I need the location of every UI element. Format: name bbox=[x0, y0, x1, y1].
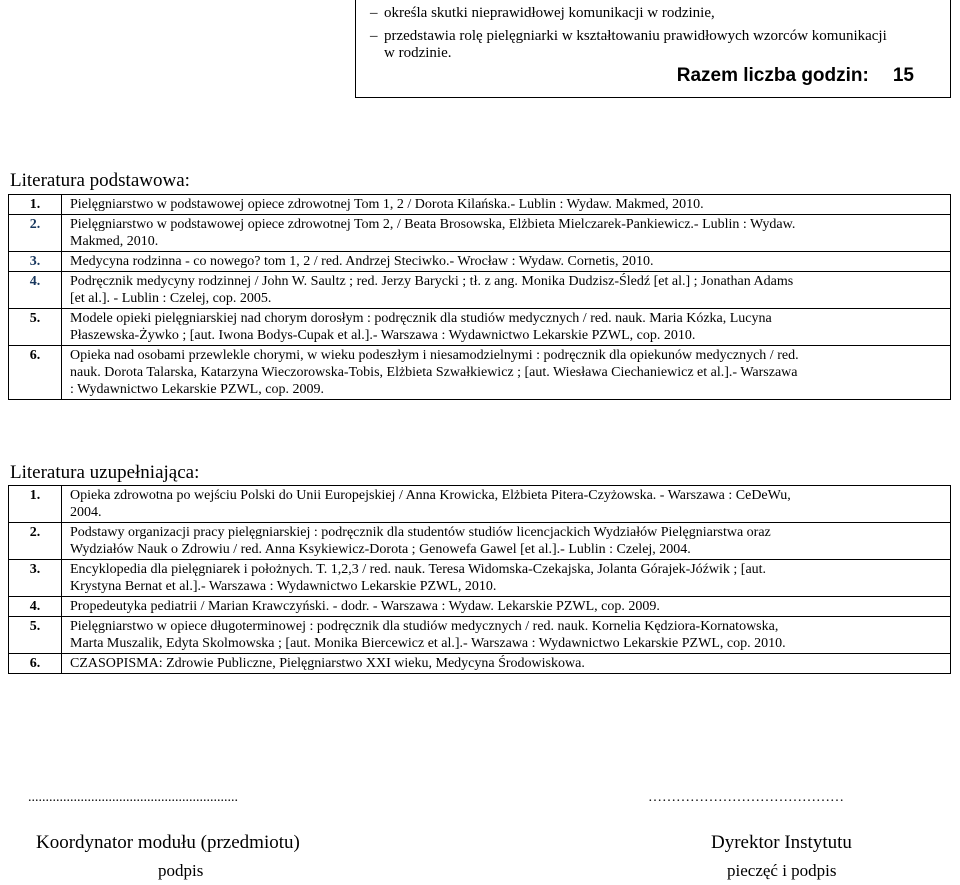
dash-bullet: – bbox=[370, 5, 378, 21]
item-citation bbox=[62, 523, 951, 560]
item-number: 1. bbox=[9, 195, 62, 215]
citation-line: Krystyna Bernat et al.].- Warszawa : Wydawnictwo Lekarskie PZWL, 2010. bbox=[70, 579, 497, 594]
citation-line: Płaszewska-Żywko ; [aut. Iwona Bodys-Cupak et al.].- Warszawa : Wydawnictwo Lekarskie PZWL, cop. 2010. bbox=[70, 328, 696, 343]
coordinator-signature-line: ............................................................ bbox=[28, 790, 238, 805]
learning-outcomes-cell bbox=[355, 0, 951, 98]
coordinator-title: Koordynator modułu (przedmiotu) bbox=[36, 832, 300, 853]
dash-bullet: – bbox=[370, 28, 378, 44]
item-number: 5. bbox=[9, 309, 62, 346]
citation-line: Pielęgniarstwo w podstawowej opiece zdrowotnej Tom 1, 2 / Dorota Kilańska.- Lublin : Wydaw. Makmed, 2010. bbox=[70, 197, 704, 212]
item-number: 4. bbox=[9, 597, 62, 617]
item-number: 5. bbox=[9, 617, 62, 654]
supplementary-literature-row bbox=[9, 523, 951, 560]
citation-line: Wydziałów Nauk o Zdrowiu / red. Anna Ksykiewicz-Dorota ; Genowefa Gawel [et al.].- Lublin : Czelej, 2004. bbox=[70, 542, 691, 557]
item-number: 2. bbox=[9, 215, 62, 252]
supplementary-literature-row bbox=[9, 597, 951, 617]
director-signature-line: …………………………………… bbox=[648, 790, 844, 805]
supplementary-literature-table bbox=[8, 485, 951, 674]
citation-line: Medycyna rodzinna - co nowego? tom 1, 2 / red. Andrzej Steciwko.- Wrocław : Wydaw. Cornetis, 2010. bbox=[70, 254, 654, 269]
total-hours bbox=[677, 67, 914, 84]
citation-line: Pielęgniarstwo w opiece długoterminowej : podręcznik dla studiów medycznych / red. nauk. Kornelia Kędziora-Kornatowska, bbox=[70, 619, 779, 634]
basic-literature-row bbox=[9, 346, 951, 400]
citation-line: Podstawy organizacji pracy pielęgniarskiej : podręcznik dla studentów studiów licencjackich Wydziałów Pielęgniarstwa oraz bbox=[70, 525, 771, 540]
item-number: 2. bbox=[9, 523, 62, 560]
basic-literature-table bbox=[8, 194, 951, 400]
item-citation bbox=[62, 215, 951, 252]
citation-line: Encyklopedia dla pielęgniarek i położnych. T. 1,2,3 / red. nauk. Teresa Widomska-Czekajska, Jolanta Górajek-Jóźwik ; [aut. bbox=[70, 562, 767, 577]
citation-line: nauk. Dorota Talarska, Katarzyna Wieczorowska-Tobis, Elżbieta Szwałkiewicz ; [aut. Wiesława Ciechaniewicz et al.].- Warszawa bbox=[70, 365, 798, 380]
citation-line: Opieka zdrowotna po wejściu Polski do Unii Europejskiej / Anna Krowicka, Elżbieta Pitera-Czyżowska. - Warszawa : CeDeWu, bbox=[70, 488, 791, 503]
item-number: 3. bbox=[9, 560, 62, 597]
citation-line: 2004. bbox=[70, 505, 102, 520]
citation-line: Pielęgniarstwo w podstawowej opiece zdrowotnej Tom 2, / Beata Brosowska, Elżbieta Mielczarek-Pankiewicz.- Lublin : Wydaw. bbox=[70, 217, 796, 232]
item-citation bbox=[62, 617, 951, 654]
citation-line: Podręcznik medycyny rodzinnej / John W. Saultz ; red. Jerzy Barycki ; tł. z ang. Monika Dudzisz-Śledź [et al.] ; Jonathan Adams bbox=[70, 274, 794, 289]
item-citation bbox=[62, 346, 951, 400]
citation-line: [et al.]. - Lublin : Czelej, cop. 2005. bbox=[70, 291, 272, 306]
outcome-item-continuation bbox=[384, 45, 451, 62]
citation-line: CZASOPISMA: Zdrowie Publiczne, Pielęgniarstwo XXI wieku, Medycyna Środowiskowa. bbox=[70, 656, 585, 671]
outcome-item bbox=[370, 28, 887, 45]
outcome-text: określa skutki nieprawidłowej komunikacji w rodzinie, bbox=[384, 5, 715, 21]
item-citation bbox=[62, 195, 951, 215]
citation-line: Marta Muszalik, Edyta Skolmowska ; [aut. Monika Biercewicz et al.].- Warszawa : Wydawnictwo Lekarskie PZWL, cop. 2010. bbox=[70, 636, 786, 651]
item-citation bbox=[62, 309, 951, 346]
item-number: 1. bbox=[9, 486, 62, 523]
outcome-text: przedstawia rolę pielęgniarki w kształtowaniu prawidłowych wzorców komunikacji bbox=[384, 28, 887, 44]
item-citation bbox=[62, 486, 951, 523]
citation-line: Opieka nad osobami przewlekle chorymi, w wieku podeszłym i niesamodzielnymi : podręcznik dla opiekunów medycznych / red. bbox=[70, 348, 799, 363]
outcome-item bbox=[370, 5, 715, 22]
supplementary-literature-row bbox=[9, 654, 951, 674]
citation-line: Makmed, 2010. bbox=[70, 234, 159, 249]
total-hours-value: 15 bbox=[892, 65, 914, 86]
item-citation bbox=[62, 597, 951, 617]
citation-line: Propedeutyka pediatrii / Marian Krawczyński. - dodr. - Warszawa : Wydaw. Lekarskie PZWL, cop. 2009. bbox=[70, 599, 660, 614]
item-number: 6. bbox=[9, 654, 62, 674]
item-number: 4. bbox=[9, 272, 62, 309]
item-citation bbox=[62, 252, 951, 272]
item-number: 3. bbox=[9, 252, 62, 272]
item-number: 6. bbox=[9, 346, 62, 400]
citation-line: : Wydawnictwo Lekarskie PZWL, cop. 2009. bbox=[70, 382, 324, 397]
basic-literature-heading: Literatura podstawowa: bbox=[10, 170, 190, 191]
citation-line: Modele opieki pielęgniarskiej nad chorym dorosłym : podręcznik dla studiów medycznych / red. nauk. Maria Kózka, Lucyna bbox=[70, 311, 772, 326]
supplementary-literature-heading: Literatura uzupełniająca: bbox=[10, 462, 200, 483]
supplementary-literature-row bbox=[9, 560, 951, 597]
outcome-text: w rodzinie. bbox=[384, 45, 452, 61]
basic-literature-row bbox=[9, 252, 951, 272]
basic-literature-row bbox=[9, 272, 951, 309]
supplementary-literature-row bbox=[9, 617, 951, 654]
basic-literature-row bbox=[9, 309, 951, 346]
total-hours-label: Razem liczba godzin: bbox=[676, 65, 869, 86]
director-title: Dyrektor Instytutu bbox=[711, 832, 852, 853]
basic-literature-row bbox=[9, 215, 951, 252]
item-citation bbox=[62, 560, 951, 597]
basic-literature-row bbox=[9, 195, 951, 215]
supplementary-literature-row bbox=[9, 486, 951, 523]
coordinator-sub: podpis bbox=[158, 861, 204, 880]
item-citation bbox=[62, 272, 951, 309]
item-citation bbox=[62, 654, 951, 674]
director-sub: pieczęć i podpis bbox=[727, 861, 837, 880]
